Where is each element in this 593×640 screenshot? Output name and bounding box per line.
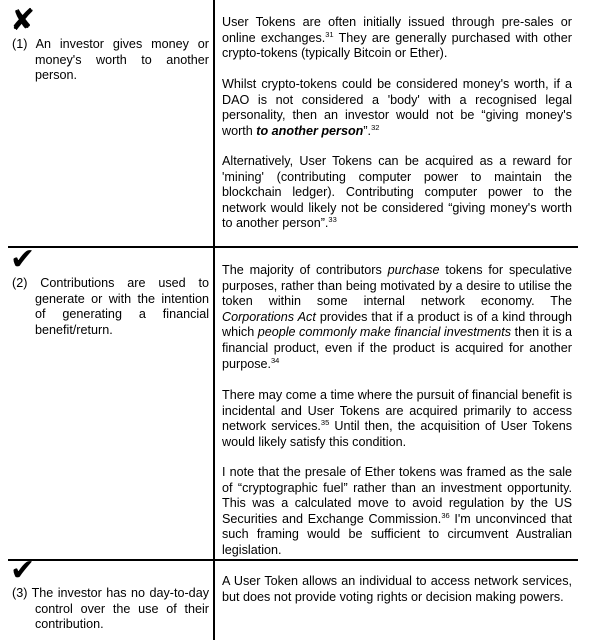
check-mark-icon: ✔ — [10, 553, 36, 588]
row1-paragraph-2: Whilst crypto-tokens could be considered money's worth, if a DAO is not considered a 'body' with a recognised legal personality, then an investor would not be “giving money's worth to another person”.$^{32}$ — [222, 77, 572, 138]
row2-paragraph-1: The majority of contributors purchase tokens for speculative purposes, rather than being motivated by a desire to utilise the token within some internal network economy. The Corporations Act provides that if a product is of a kind through which people commonly make financial investments then it is a financial product, even if the product is acquired for another purpose.$^{34}$ — [222, 263, 573, 371]
row3-paragraph-1: A User Token allows an individual to access network services, but does not provide voting rights or decision making powers. — [222, 574, 572, 604]
table-divider-row2 — [8, 559, 578, 561]
criterion-3-text: (3) The investor has no day-to-day control over the use of their contribution. — [12, 586, 209, 632]
criterion-2 — [12, 276, 209, 338]
cross-mark-icon: ✘ — [10, 3, 36, 38]
criterion-1-text: (1) An investor gives money or money's worth to another person. — [12, 37, 209, 83]
check-mark-icon: ✔ — [10, 242, 36, 277]
table-divider-vertical — [213, 0, 215, 640]
criterion-2-text: (2) Contributions are used to generate or with the intention of generating a financial benefit/return. — [12, 276, 209, 337]
row2-paragraph-2: There may come a time where the pursuit of financial benefit is incidental and User Tokens are acquired primarily to access network services.$^{35}$ Until then, the acquisition of User Tokens would likely satisfy this condition. — [222, 388, 572, 449]
row1-paragraph-1: User Tokens are often initially issued through pre-sales or online exchanges.$^{31}$ They are generally purchased with other crypto-tokens (typically Bitcoin or Ether). — [222, 15, 572, 61]
criterion-1 — [12, 37, 209, 84]
row1-paragraph-3: Alternatively, User Tokens can be acquired as a reward for 'mining' (contributing computer power to maintain the blockchain ledger). Contributing computer power to the network would likely not be considered “giving money's worth to another person”.$^{33}$ — [222, 154, 572, 231]
row2-paragraph-3: I note that the presale of Ether tokens was framed as the sale of “cryptographic fuel” rather than an investment opportunity. This was a calculated move to avoid regulation by the US Securities and Exchange Commission.$^{36}$ I'm unconvinced that such framing would be sufficient to circumvent Australian legislation. — [222, 465, 572, 557]
table-divider-row1 — [8, 246, 578, 248]
criterion-3 — [12, 586, 209, 633]
